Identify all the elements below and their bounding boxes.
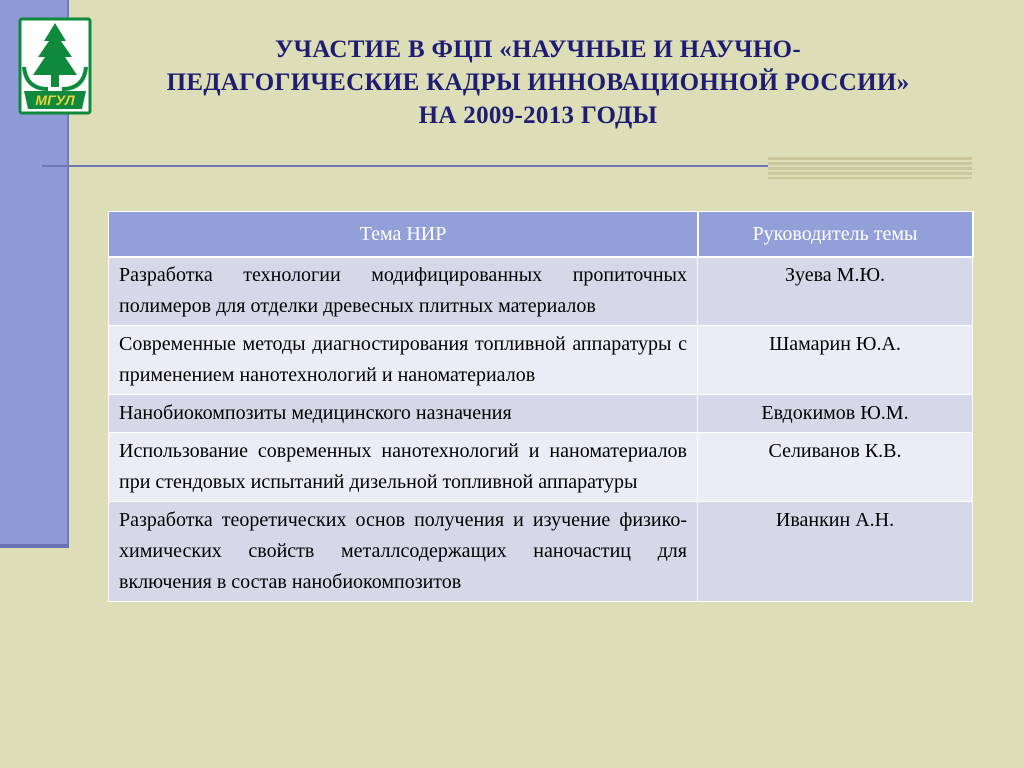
divider-accent-stripes (768, 157, 972, 179)
title-line-1: УЧАСТИЕ В ФЦП «НАУЧНЫЕ И НАУЧНО- (274, 36, 802, 63)
leader-cell: Иванкин А.Н. (698, 502, 973, 602)
table-header-row (109, 212, 973, 257)
topic-cell: Разработка теоретических основ получения и изучение физико-химических свойств металлсодержащих наночастиц для включения в состав нанобиокомпозитов (109, 502, 698, 602)
topic-cell: Современные методы диагностирования топливной аппаратуры с применением нанотехнологий и наноматериалов (109, 326, 698, 395)
table-row (109, 395, 973, 433)
table-row (109, 326, 973, 395)
research-topics-table (108, 211, 973, 602)
title-line-2: ПЕДАГОГИЧЕСКИЕ КАДРЫ ИННОВАЦИОННОЙ РОССИИ» (166, 69, 910, 96)
topic-cell: Использование современных нанотехнологий и наноматериалов при стендовых испытаний дизельной топливной аппаратуры (109, 433, 698, 502)
leader-cell: Селиванов К.В. (698, 433, 973, 502)
topic-cell: Нанобиокомпозиты медицинского назначения (109, 395, 698, 433)
slide-title (100, 33, 976, 132)
logo-letters: МГУЛ (35, 92, 75, 108)
title-line-3: НА 2009-2013 ГОДЫ (418, 102, 658, 129)
tree-trunk (51, 73, 59, 87)
table-row (109, 433, 973, 502)
header-topic: Тема НИР (109, 212, 698, 257)
table-row (109, 257, 973, 326)
university-logo (18, 17, 92, 115)
left-accent-bar-base (0, 544, 69, 548)
table-row (109, 502, 973, 602)
leader-cell: Зуева М.Ю. (698, 257, 973, 326)
leader-cell: Шамарин Ю.А. (698, 326, 973, 395)
leader-cell: Евдокимов Ю.М. (698, 395, 973, 433)
header-leader: Руководитель темы (698, 212, 973, 257)
topic-cell: Разработка технологии модифицированных пропиточных полимеров для отделки древесных плитных материалов (109, 257, 698, 326)
